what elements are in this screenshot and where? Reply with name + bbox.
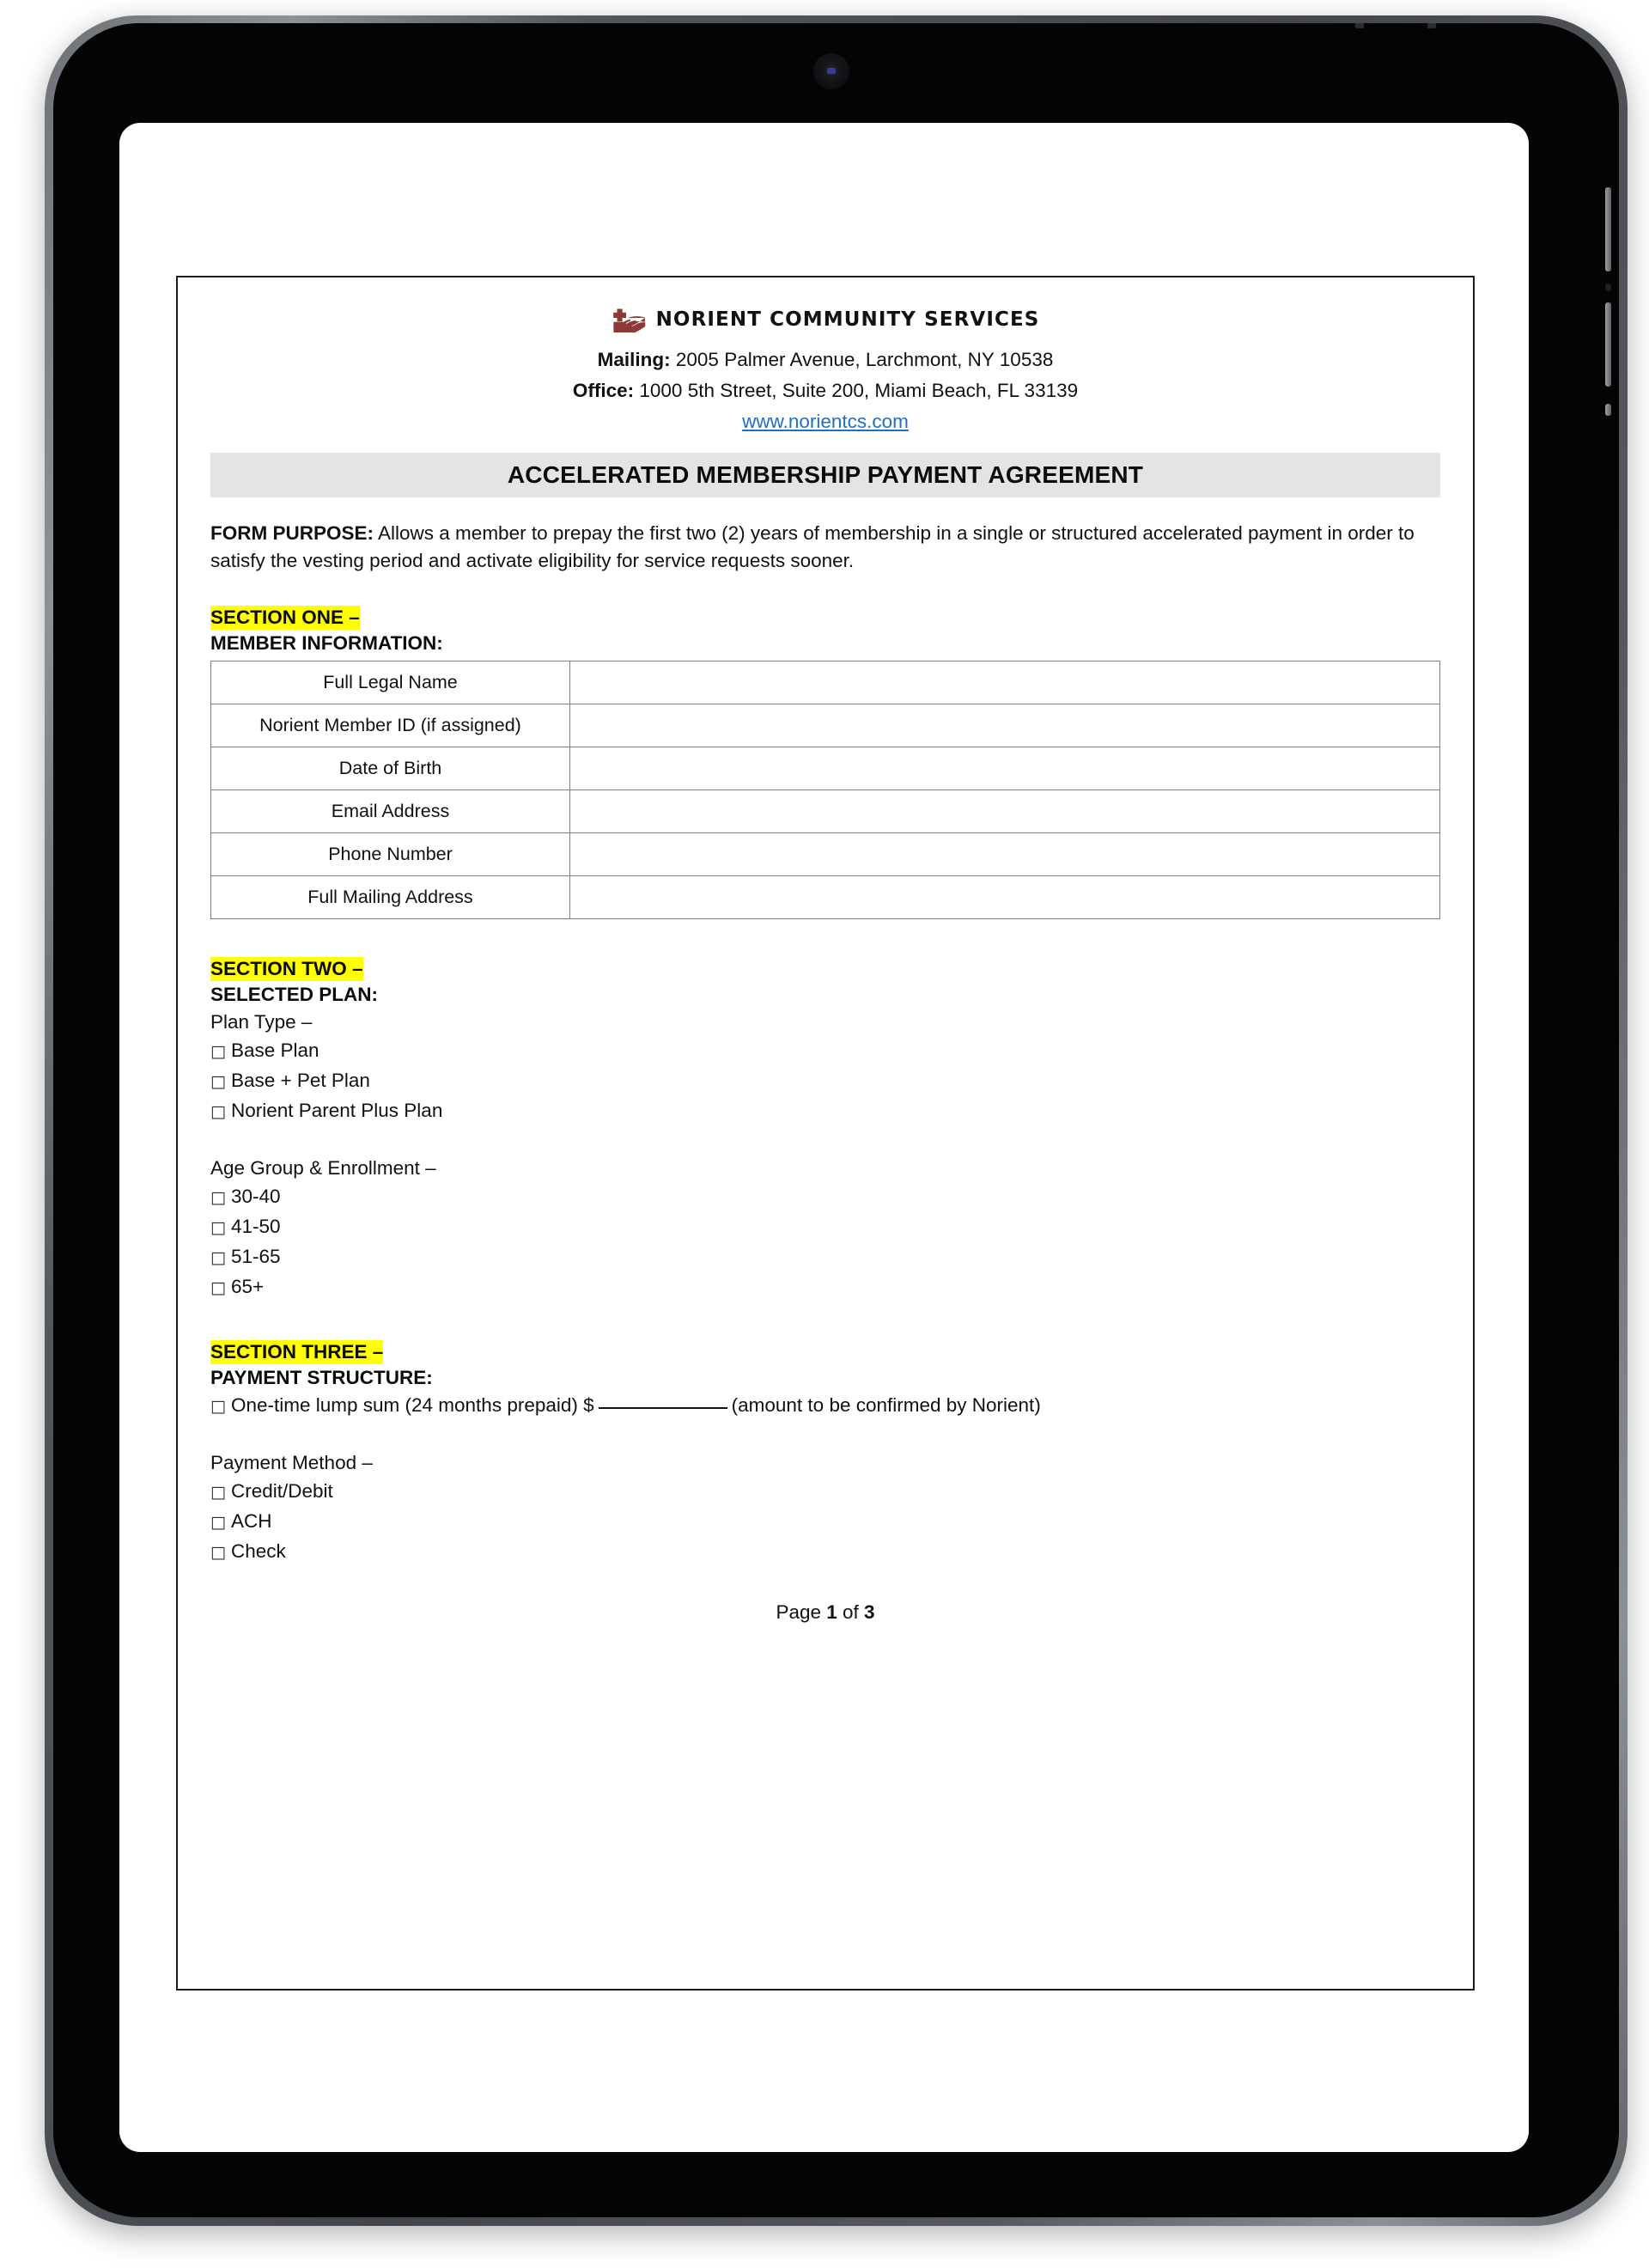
plan-option-label: Base Plan	[230, 1040, 319, 1061]
row-label: Full Legal Name	[211, 662, 570, 704]
document-title: ACCELERATED MEMBERSHIP PAYMENT AGREEMENT	[507, 461, 1144, 488]
brand-name: NORIENT COMMUNITY SERVICES	[655, 308, 1040, 331]
row-label: Norient Member ID (if assigned)	[211, 704, 570, 747]
spacer	[210, 919, 1440, 957]
top-edge-notch-left	[1355, 23, 1364, 28]
section-two-subheading: SELECTED PLAN:	[210, 984, 379, 1005]
member-information-table	[210, 661, 1440, 919]
letterhead	[210, 307, 1440, 437]
page-prefix: Page	[776, 1601, 827, 1623]
age-option-30-40[interactable]	[210, 1182, 1440, 1212]
form-purpose-text: Allows a member to prepay the first two (2) years of membership in a single or structured accelerated payment in order to satisfy the vesting period and activate eligibility for service requests sooner.	[210, 522, 1415, 571]
table-row	[211, 747, 1440, 790]
section-one-heading: SECTION ONE –	[210, 607, 360, 628]
amount-blank-field[interactable]	[599, 1407, 727, 1409]
table-row	[211, 790, 1440, 833]
office-address-line	[210, 375, 1440, 406]
mailing-label: Mailing:	[597, 349, 671, 370]
top-edge-notch-right	[1427, 23, 1436, 28]
section-three	[210, 1340, 1440, 1567]
total-page-number: 3	[864, 1601, 875, 1623]
plan-option-base[interactable]	[210, 1036, 1440, 1066]
spacer	[210, 1302, 1440, 1340]
row-input-cell[interactable]	[570, 662, 1440, 704]
checkbox-icon[interactable]: □	[210, 1483, 226, 1502]
section-one-subheading: MEMBER INFORMATION:	[210, 632, 443, 654]
document-page	[176, 276, 1475, 1991]
row-input-cell[interactable]	[570, 790, 1440, 833]
checkbox-icon[interactable]: □	[210, 1248, 226, 1267]
age-option-label: 51-65	[230, 1246, 281, 1267]
form-purpose-paragraph	[210, 520, 1440, 575]
lump-sum-text-after: (amount to be confirmed by Norient)	[731, 1394, 1041, 1416]
row-label: Date of Birth	[211, 747, 570, 790]
document-title-band	[210, 453, 1440, 497]
spacer	[210, 1126, 1440, 1154]
age-group-label: Age Group & Enrollment –	[210, 1157, 436, 1179]
spacer	[210, 1421, 1440, 1448]
row-input-cell[interactable]	[570, 876, 1440, 919]
checkbox-icon[interactable]: □	[210, 1513, 226, 1532]
plan-option-base-pet[interactable]	[210, 1066, 1440, 1096]
table-row	[211, 704, 1440, 747]
page-footer	[210, 1601, 1440, 1624]
checkbox-icon[interactable]: □	[210, 1278, 226, 1297]
checkbox-icon[interactable]: □	[210, 1397, 226, 1416]
checkbox-icon[interactable]: □	[210, 1072, 226, 1091]
checkbox-icon[interactable]: □	[210, 1102, 226, 1121]
plan-option-label: Norient Parent Plus Plan	[230, 1100, 443, 1121]
volume-down-button[interactable]	[1605, 302, 1611, 387]
website-link[interactable]: www.norientcs.com	[742, 411, 909, 432]
age-option-65-plus[interactable]	[210, 1272, 1440, 1302]
plan-option-label: Base + Pet Plan	[230, 1070, 370, 1091]
website-line	[210, 406, 1440, 437]
mailing-address: 2005 Palmer Avenue, Larchmont, NY 10538	[675, 349, 1054, 370]
checkbox-icon[interactable]: □	[210, 1543, 226, 1562]
power-button[interactable]	[1605, 404, 1611, 416]
table-row	[211, 833, 1440, 876]
section-three-subheading: PAYMENT STRUCTURE:	[210, 1367, 433, 1388]
section-two-heading: SECTION TWO –	[210, 958, 363, 979]
plan-type-label: Plan Type –	[210, 1011, 313, 1033]
brand-row	[210, 307, 1440, 332]
table-row	[211, 662, 1440, 704]
age-option-51-65[interactable]	[210, 1242, 1440, 1272]
volume-up-button[interactable]	[1605, 187, 1611, 271]
section-one	[210, 606, 1440, 919]
payment-option-label: Credit/Debit	[230, 1480, 333, 1502]
age-option-label: 65+	[230, 1276, 265, 1297]
camera-glint	[827, 68, 836, 74]
checkbox-icon[interactable]: □	[210, 1042, 226, 1061]
row-input-cell[interactable]	[570, 833, 1440, 876]
office-label: Office:	[572, 380, 635, 401]
checkbox-icon[interactable]: □	[210, 1188, 226, 1207]
row-label: Email Address	[211, 790, 570, 833]
row-label: Full Mailing Address	[211, 876, 570, 919]
side-marker-dot	[1605, 284, 1611, 291]
age-option-label: 41-50	[230, 1216, 281, 1237]
section-two	[210, 957, 1440, 1302]
payment-option-ach[interactable]	[210, 1507, 1440, 1537]
section-three-heading: SECTION THREE –	[210, 1341, 384, 1363]
current-page-number: 1	[826, 1601, 837, 1623]
office-address: 1000 5th Street, Suite 200, Miami Beach, FL 33139	[639, 380, 1079, 401]
mailing-address-line	[210, 344, 1440, 375]
lump-sum-option[interactable]	[210, 1391, 1440, 1421]
payment-method-label: Payment Method –	[210, 1452, 373, 1473]
row-input-cell[interactable]	[570, 704, 1440, 747]
tablet-screen[interactable]	[119, 123, 1529, 2152]
age-option-label: 30-40	[230, 1186, 281, 1207]
age-option-41-50[interactable]	[210, 1212, 1440, 1242]
payment-option-check[interactable]	[210, 1537, 1440, 1567]
plan-option-parent-plus[interactable]	[210, 1096, 1440, 1126]
row-label: Phone Number	[211, 833, 570, 876]
payment-option-label: ACH	[230, 1510, 272, 1532]
page-middle: of	[837, 1601, 865, 1623]
form-purpose-label: FORM PURPOSE:	[210, 522, 374, 544]
table-row	[211, 876, 1440, 919]
lump-sum-text-before: One-time lump sum (24 months prepaid) $	[230, 1394, 594, 1416]
row-input-cell[interactable]	[570, 747, 1440, 790]
payment-option-label: Check	[230, 1540, 286, 1562]
hand-holding-medical-cross-icon	[612, 307, 646, 332]
checkbox-icon[interactable]: □	[210, 1218, 226, 1237]
payment-option-credit-debit[interactable]	[210, 1477, 1440, 1507]
